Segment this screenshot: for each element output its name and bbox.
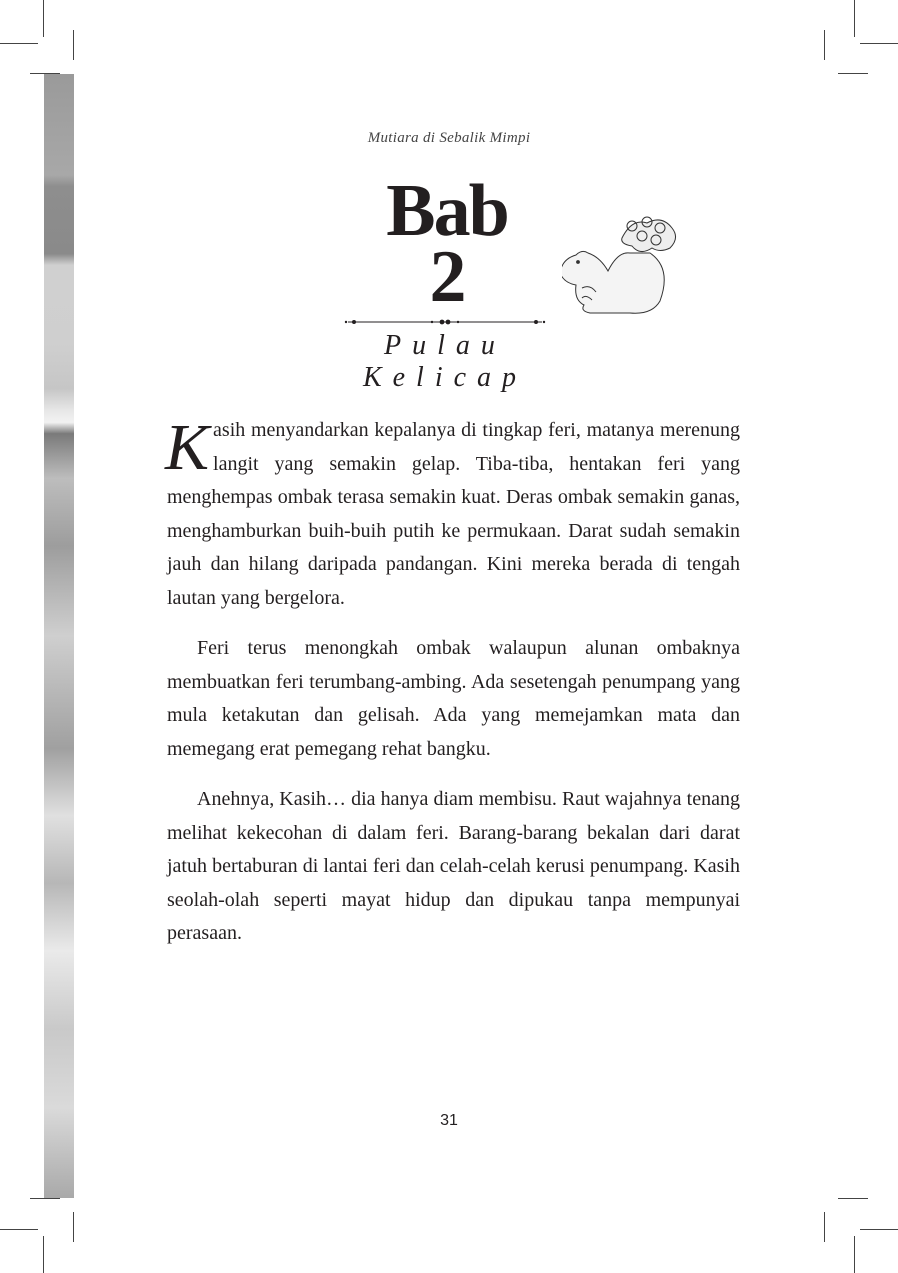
crop-mark [824,1212,825,1242]
crop-mark [0,43,38,44]
paragraph-text: asih menyandarkan kepalanya di tingkap feri, matanya merenung langit yang semakin gelap. Tiba-tiba, hentakan feri yang menghempas ombak terasa semakin kuat. Deras ombak semakin ganas, menghamburkan buih-buih putih ke permukaan. Darat sudah semakin jauh dan hilang daripada pandangan. Kini mereka berada di tengah lautan yang bergelora. [167,419,740,609]
divider-ornament [344,316,546,328]
squirrel-illustration-icon [562,208,680,320]
crop-mark [860,1229,898,1230]
running-header: Mutiara di Sebalik Mimpi [367,130,531,146]
crop-mark [43,1236,44,1273]
crop-mark [854,1236,855,1273]
chapter-body [165,411,740,968]
chapter-heading [347,170,547,318]
crop-mark [838,1198,868,1199]
page-number: 31 [440,1112,458,1129]
crop-mark [860,43,898,44]
chapter-number: 2 [429,236,465,318]
crop-mark [838,73,868,74]
paragraph: Feri terus menongkah ombak walaupun alunan ombaknya membuatkan feri terumbang-ambing. Ada sesetengah penumpang yang mula ketakutan dan gelisah. Ada yang memejamkan mata dan memegang erat pemegang rehat bangku. [167,637,740,760]
chapter-title: Pulau Kelicap [362,330,528,393]
crop-mark [43,0,44,37]
chapter-label: Bab [386,170,508,252]
crop-mark [0,1229,38,1230]
paragraph [165,411,740,615]
crop-mark [73,30,74,60]
crop-mark [824,30,825,60]
bleed-image-strip [44,74,74,1198]
crop-mark [854,0,855,37]
crop-mark [73,1212,74,1242]
paragraph: Anehnya, Kasih… dia hanya diam membisu. Raut wajahnya tenang melihat kekecohan di dalam feri. Barang-barang bekalan dari darat jatuh bertaburan di lantai feri dan celah-celah kerusi penumpang. Kasih seolah-olah seperti mayat hidup dan dipukau tanpa mempunyai perasaan. [167,788,740,944]
drop-cap: K [165,411,210,484]
crop-mark [30,1198,60,1199]
